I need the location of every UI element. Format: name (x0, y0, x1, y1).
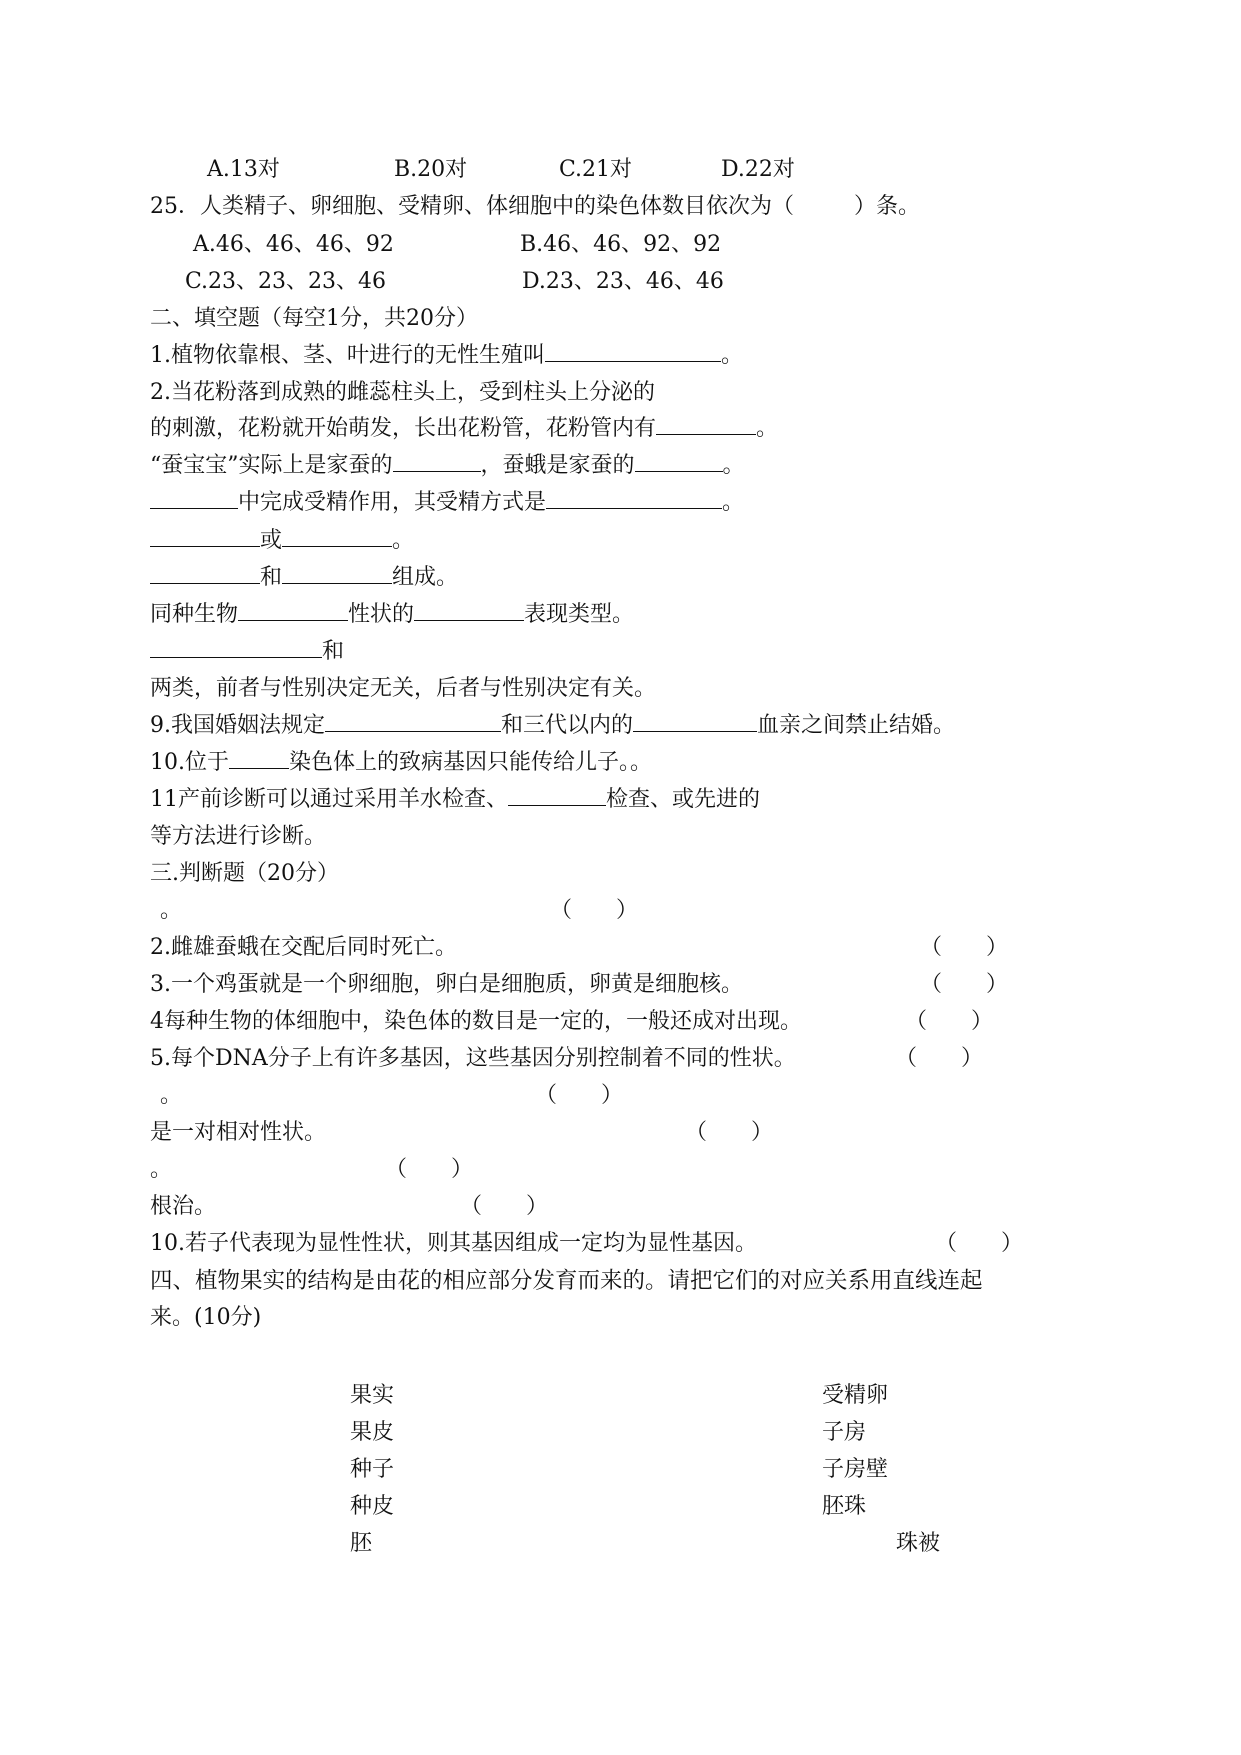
q25-stem (150, 192, 920, 222)
fill-text: 的刺激，花粉就开始萌发，长出花粉管，花粉管内有 (150, 416, 657, 441)
fill-line-10: 两类，前者与性别决定无关，后者与性别决定有关。 (150, 676, 657, 701)
match-right-item[interactable]: 受精卵 (822, 1383, 889, 1408)
blank[interactable] (546, 488, 722, 509)
blank[interactable] (282, 563, 392, 584)
fill-line-2: 2.当花粉落到成熟的雌蕊柱头上，受到柱头上分泌的 (150, 380, 655, 405)
fill-line-9 (150, 637, 344, 667)
fill-text: 10.位于 (150, 750, 229, 775)
fill-text: 血亲之间禁止结婚。 (757, 713, 956, 738)
match-left-item[interactable]: 种子 (350, 1457, 395, 1482)
blank[interactable] (508, 785, 606, 806)
judge-1-paren[interactable]: （ ） (550, 898, 639, 923)
blank[interactable] (150, 526, 260, 547)
judge-1: 。 (160, 898, 183, 923)
blank[interactable] (150, 488, 238, 509)
blank[interactable] (325, 711, 501, 732)
judge-4-paren[interactable]: （ ） (905, 1009, 994, 1034)
fill-line-5 (150, 488, 744, 518)
fill-text: 。 (392, 528, 415, 553)
judge-6: 。 (160, 1083, 183, 1108)
fill-text: 中完成受精作用，其受精方式是 (238, 490, 547, 515)
blank[interactable] (282, 526, 392, 547)
judge-5-paren[interactable]: （ ） (895, 1046, 984, 1071)
judge-2: 2.雌雄蚕蛾在交配后同时死亡。 (150, 935, 457, 960)
judge-6-paren[interactable]: （ ） (535, 1083, 624, 1108)
fill-line-11 (150, 711, 955, 741)
match-right-item[interactable]: 珠被 (896, 1531, 941, 1556)
q25-option-d: D.23、23、46、46 (522, 269, 724, 294)
section3-title: 三.判断题（20分） (150, 861, 339, 886)
fill-line-3 (150, 414, 778, 444)
judge-7: 是一对相对性状。 (150, 1120, 327, 1145)
match-right-item[interactable]: 子房壁 (822, 1457, 889, 1482)
fill-text: 11产前诊断可以通过采用羊水检查、 (150, 787, 508, 812)
fill-text: 1.植物依靠根、茎、叶进行的无性生殖叫 (150, 343, 545, 368)
fill-text: 。 (722, 490, 745, 515)
blank[interactable] (635, 451, 723, 472)
match-left-item[interactable]: 果皮 (350, 1420, 395, 1445)
blank[interactable] (633, 711, 757, 732)
fill-text: 表现类型。 (524, 602, 635, 627)
q24-option-b: B.20对 (394, 157, 468, 182)
blank[interactable] (150, 563, 260, 584)
section2-title: 二、填空题（每空1分，共20分） (150, 306, 478, 331)
fill-text: 和 (260, 565, 283, 590)
q24-option-c: C.21对 (559, 157, 633, 182)
judge-10-paren[interactable]: （ ） (935, 1231, 1024, 1256)
fill-text: 或 (260, 528, 283, 553)
fill-text: ，蚕蛾是家蚕的 (480, 453, 635, 478)
judge-10: 10.若子代表现为显性性状，则其基因组成一定均为显性基因。 (150, 1231, 757, 1256)
judge-8-paren[interactable]: （ ） (385, 1157, 474, 1182)
fill-text: 性状的 (348, 602, 415, 627)
fill-line-8 (150, 600, 634, 630)
fill-line-12 (150, 748, 652, 778)
judge-2-paren[interactable]: （ ） (920, 935, 1009, 960)
judge-4: 4每种生物的体细胞中，染色体的数目是一定的，一般还成对出现。 (150, 1009, 802, 1034)
blank[interactable] (545, 341, 721, 362)
fill-text: 。 (756, 416, 779, 441)
blank[interactable] (393, 451, 481, 472)
judge-5: 5.每个DNA分子上有许多基因，这些基因分别控制着不同的性状。 (150, 1046, 796, 1071)
fill-line-1 (150, 341, 743, 371)
judge-3: 3.一个鸡蛋就是一个卵细胞，卵白是细胞质，卵黄是细胞核。 (150, 972, 743, 997)
fill-line-6 (150, 526, 414, 556)
q25-option-a: A.46、46、46、92 (193, 232, 394, 257)
q25-stem-tail: ）条。 (854, 194, 921, 219)
blank[interactable] (414, 600, 524, 621)
fill-text: 和 (322, 639, 345, 664)
fill-text: “蚕宝宝”实际上是家蚕的 (150, 453, 393, 478)
q24-option-a: A.13对 (207, 157, 280, 182)
section4-title-line1: 四、植物果实的结构是由花的相应部分发育而来的。请把它们的对应关系用直线连起 (150, 1268, 983, 1294)
match-right-item[interactable]: 胚珠 (822, 1494, 867, 1519)
match-left-item[interactable]: 种皮 (350, 1494, 395, 1519)
section4-title-line2: 来。(10分) (150, 1305, 262, 1330)
judge-8: 。 (150, 1157, 173, 1182)
judge-7-paren[interactable]: （ ） (685, 1120, 774, 1145)
blank[interactable] (238, 600, 348, 621)
match-left-item[interactable]: 胚 (350, 1531, 373, 1556)
fill-text: 检查、或先进的 (606, 787, 761, 812)
fill-text: 。 (722, 453, 745, 478)
blank[interactable] (150, 637, 322, 658)
match-left-item[interactable]: 果实 (350, 1383, 395, 1408)
blank[interactable] (229, 748, 289, 769)
blank[interactable] (656, 414, 756, 435)
q25-stem-text: 25．人类精子、卵细胞、受精卵、体细胞中的染色体数目依次为（ (150, 194, 794, 219)
match-right-item[interactable]: 子房 (822, 1420, 867, 1445)
judge-9: 根治。 (150, 1194, 217, 1219)
fill-text: 。 (721, 343, 744, 368)
fill-text: 组成。 (392, 565, 459, 590)
fill-line-7 (150, 563, 458, 593)
judge-3-paren[interactable]: （ ） (920, 972, 1009, 997)
fill-line-13 (150, 785, 760, 815)
fill-text: 同种生物 (150, 602, 239, 627)
fill-text: 9.我国婚姻法规定 (150, 713, 325, 738)
fill-line-4 (150, 451, 745, 481)
q24-option-d: D.22对 (721, 157, 795, 182)
fill-text: 和三代以内的 (501, 713, 634, 738)
fill-text: 染色体上的致病基因只能传给儿子。。 (289, 750, 653, 775)
q25-option-b: B.46、46、92、92 (520, 232, 722, 257)
q25-option-c: C.23、23、23、46 (185, 269, 387, 294)
fill-line-14: 等方法进行诊断。 (150, 824, 327, 849)
judge-9-paren[interactable]: （ ） (460, 1194, 549, 1219)
